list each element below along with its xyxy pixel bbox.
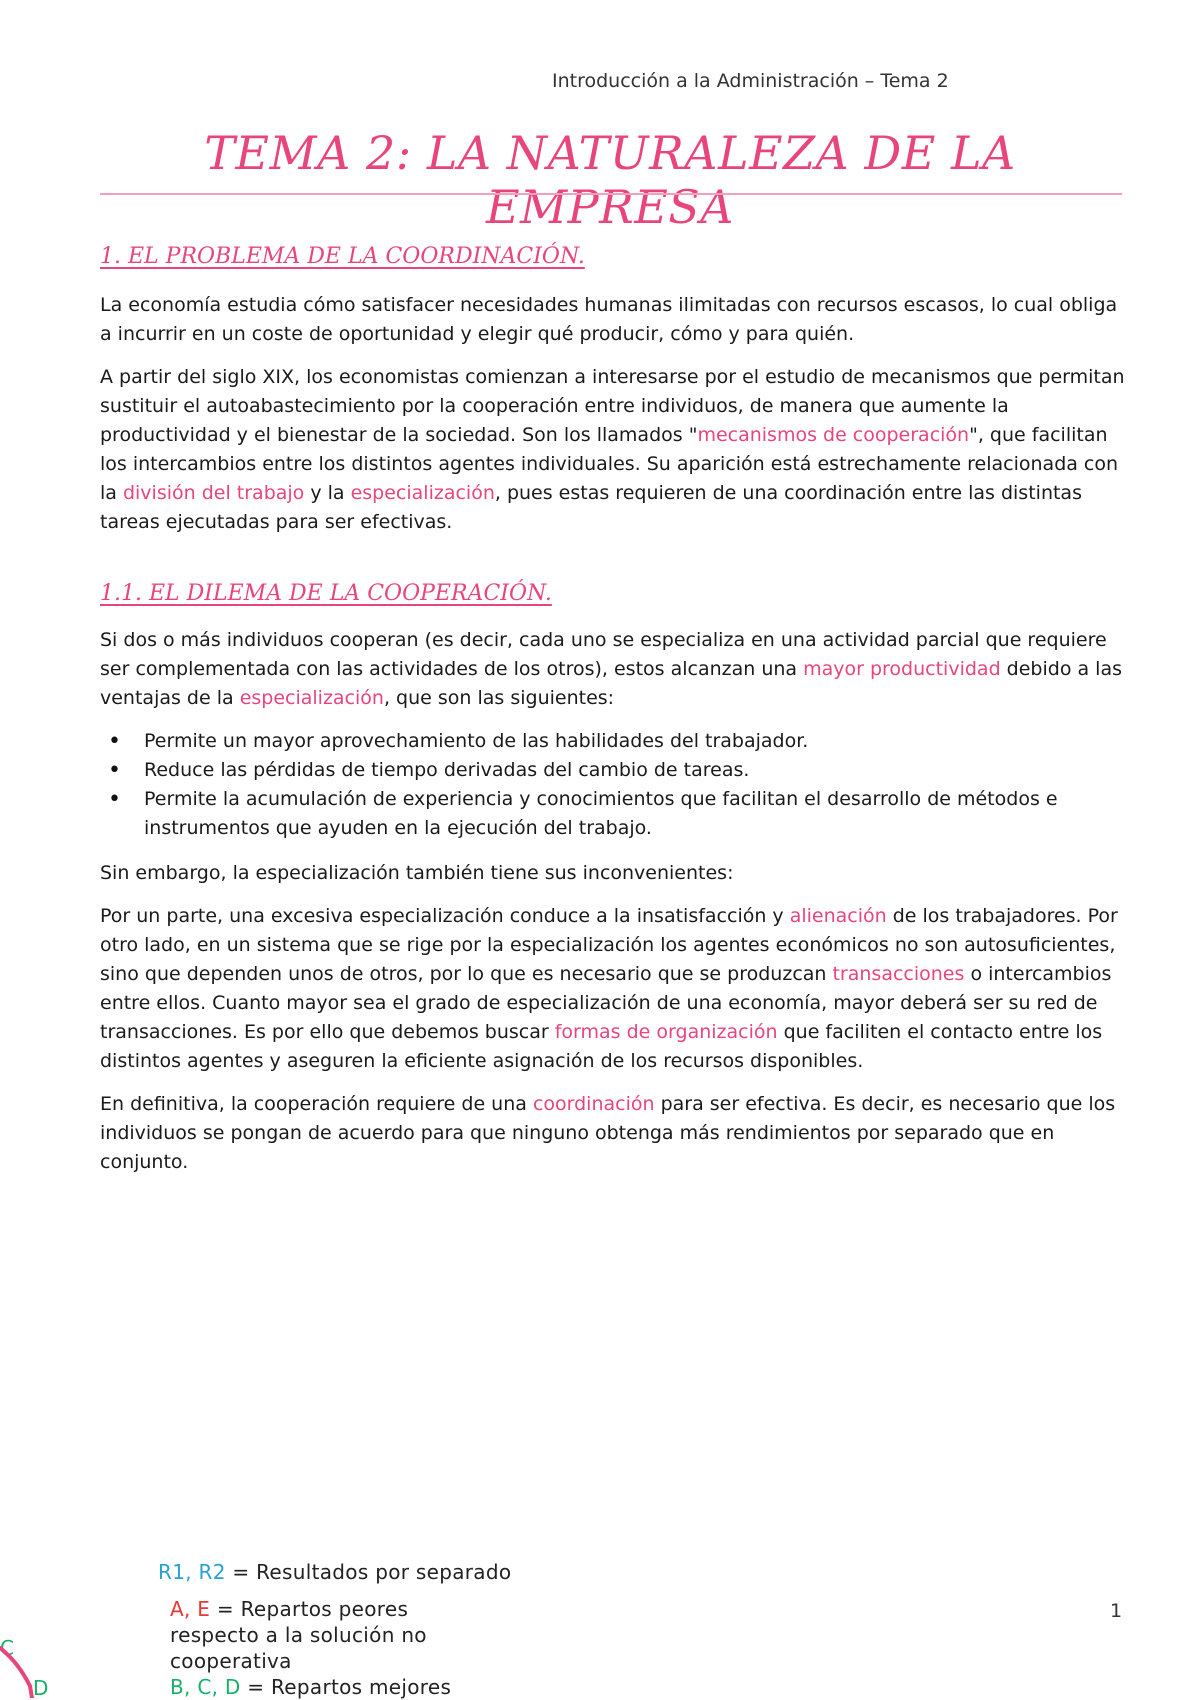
text-run: , pues estas requieren de una coordinación entre las distintas tareas ejecutadas para ser efectivas.	[100, 482, 1082, 533]
running-header: Introducción a la Administración – Tema 2	[552, 70, 949, 92]
highlight-formas-organizacion: formas de organización	[554, 1021, 778, 1043]
paragraph-economia: La economía estudia cómo satisfacer necesidades humanas ilimitadas con recursos escasos, lo cual obliga a incurrir en un coste de oportunidad y elegir qué producir, cómo y para quién.	[100, 294, 1118, 345]
highlight-division-trabajo: división del trabajo	[122, 482, 305, 504]
highlight-mayor-productividad: mayor productividad	[803, 658, 1001, 680]
paragraph-cooperan	[100, 626, 1125, 713]
document-body	[100, 244, 1125, 1191]
text-run: de los trabajadores. Por otro lado, en un sistema que se rige por la especialización los agentes económicos no son autosuficientes, sino que dependen unos de otros, por lo que es necesario que se produzcan	[100, 905, 1118, 985]
text-run: , que son las siguientes:	[383, 687, 615, 709]
legend-repartos-mejores	[170, 1674, 460, 1700]
highlight-coordinacion: coordinación	[532, 1093, 655, 1115]
text-run: y la	[304, 482, 351, 504]
highlight-mecanismos-cooperacion: mecanismos de cooperación	[697, 424, 970, 446]
document-title: TEMA 2: LA NATURALEZA DE LA EMPRESA	[204, 126, 1016, 234]
frontier-curve	[0, 1648, 32, 1698]
text-run: Si dos o más individuos cooperan (es decir, cada uno se especializa en una actividad parcial que requiere ser complementada con las actividades de los otros), estos alcanzan una	[100, 629, 1107, 680]
text-run: Por un parte, una excesiva especialización conduce a la insatisfacción y	[100, 905, 790, 927]
list-item: • Permite un mayor aprovechamiento de las habilidades del trabajador.	[100, 727, 1125, 756]
text-run: A partir del siglo XIX, los economistas comienzan a interesarse por el estudio de mecanismos que permitan sustituir el autoabastecimiento por la cooperación entre individuos, de manera que aumente la productividad y el bienestar de la sociedad. Son los llamados "	[100, 366, 1125, 446]
legend-text-ae: = Repartos peores respecto a la solución no cooperativa	[170, 1597, 427, 1673]
text-run: debido a las ventajas de la	[100, 658, 1122, 709]
section-heading-dilema: 1.1. EL DILEMA DE LA COOPERACIÓN.	[100, 581, 552, 606]
diagram-legend	[158, 1560, 511, 1700]
title-rule	[100, 193, 1122, 195]
paragraph-inconvenientes: Sin embargo, la especialización también tiene sus inconvenientes:	[100, 862, 734, 884]
highlight-especializacion: especialización	[350, 482, 495, 504]
legend-label-ae: A, E	[170, 1597, 211, 1621]
diagram-curve	[0, 1640, 60, 1698]
highlight-alienacion: alienación	[789, 905, 887, 927]
advantages-list	[100, 727, 1125, 843]
paragraph-siglo-xix	[100, 363, 1125, 537]
legend-text-r: = Resultados por separado	[225, 1560, 512, 1584]
diagram-label-c: C	[0, 1636, 14, 1660]
text-run: ", que facilitan los intercambios entre los distintos agentes individuales. Su aparición está estrechamente relacionada con la	[100, 424, 1119, 504]
legend-text-bcd: = Repartos mejores	[240, 1675, 452, 1699]
text-run: En definitiva, la cooperación requiere de una	[100, 1093, 533, 1115]
list-item: • Permite la acumulación de experiencia y conocimientos que facilitan el desarrollo de métodos e instrumentos que ayuden en la ejecución del trabajo.	[100, 785, 1125, 843]
paragraph-por-un-parte	[100, 902, 1125, 1076]
legend-resultados	[158, 1560, 511, 1584]
legend-label-r: R1, R2	[158, 1560, 226, 1584]
text-run: para ser efectiva. Es decir, es necesario que los individuos se pongan de acuerdo para que ninguno obtenga más rendimientos por separado que en conjunto.	[100, 1093, 1116, 1173]
highlight-transacciones: transacciones	[832, 963, 965, 985]
legend-repartos-peores	[170, 1596, 460, 1674]
section-heading-coordinacion: 1. EL PROBLEMA DE LA COORDINACIÓN.	[100, 244, 585, 269]
diagram-label-d: D	[33, 1676, 49, 1700]
page-number: 1	[1110, 1600, 1123, 1622]
legend-label-bcd: B, C, D	[170, 1675, 241, 1699]
text-run: o intercambios entre ellos. Cuanto mayor sea el grado de especialización de una economía, mayor deberá ser su red de transacciones. Es por ello que debemos buscar	[100, 963, 1112, 1043]
text-run: que faciliten el contacto entre los distintos agentes y aseguren la eficiente asignación de los recursos disponibles.	[100, 1021, 1103, 1072]
list-item: • Reduce las pérdidas de tiempo derivadas del cambio de tareas.	[100, 756, 1125, 785]
paragraph-en-definitiva	[100, 1090, 1125, 1177]
highlight-especializacion-2: especialización	[239, 687, 384, 709]
